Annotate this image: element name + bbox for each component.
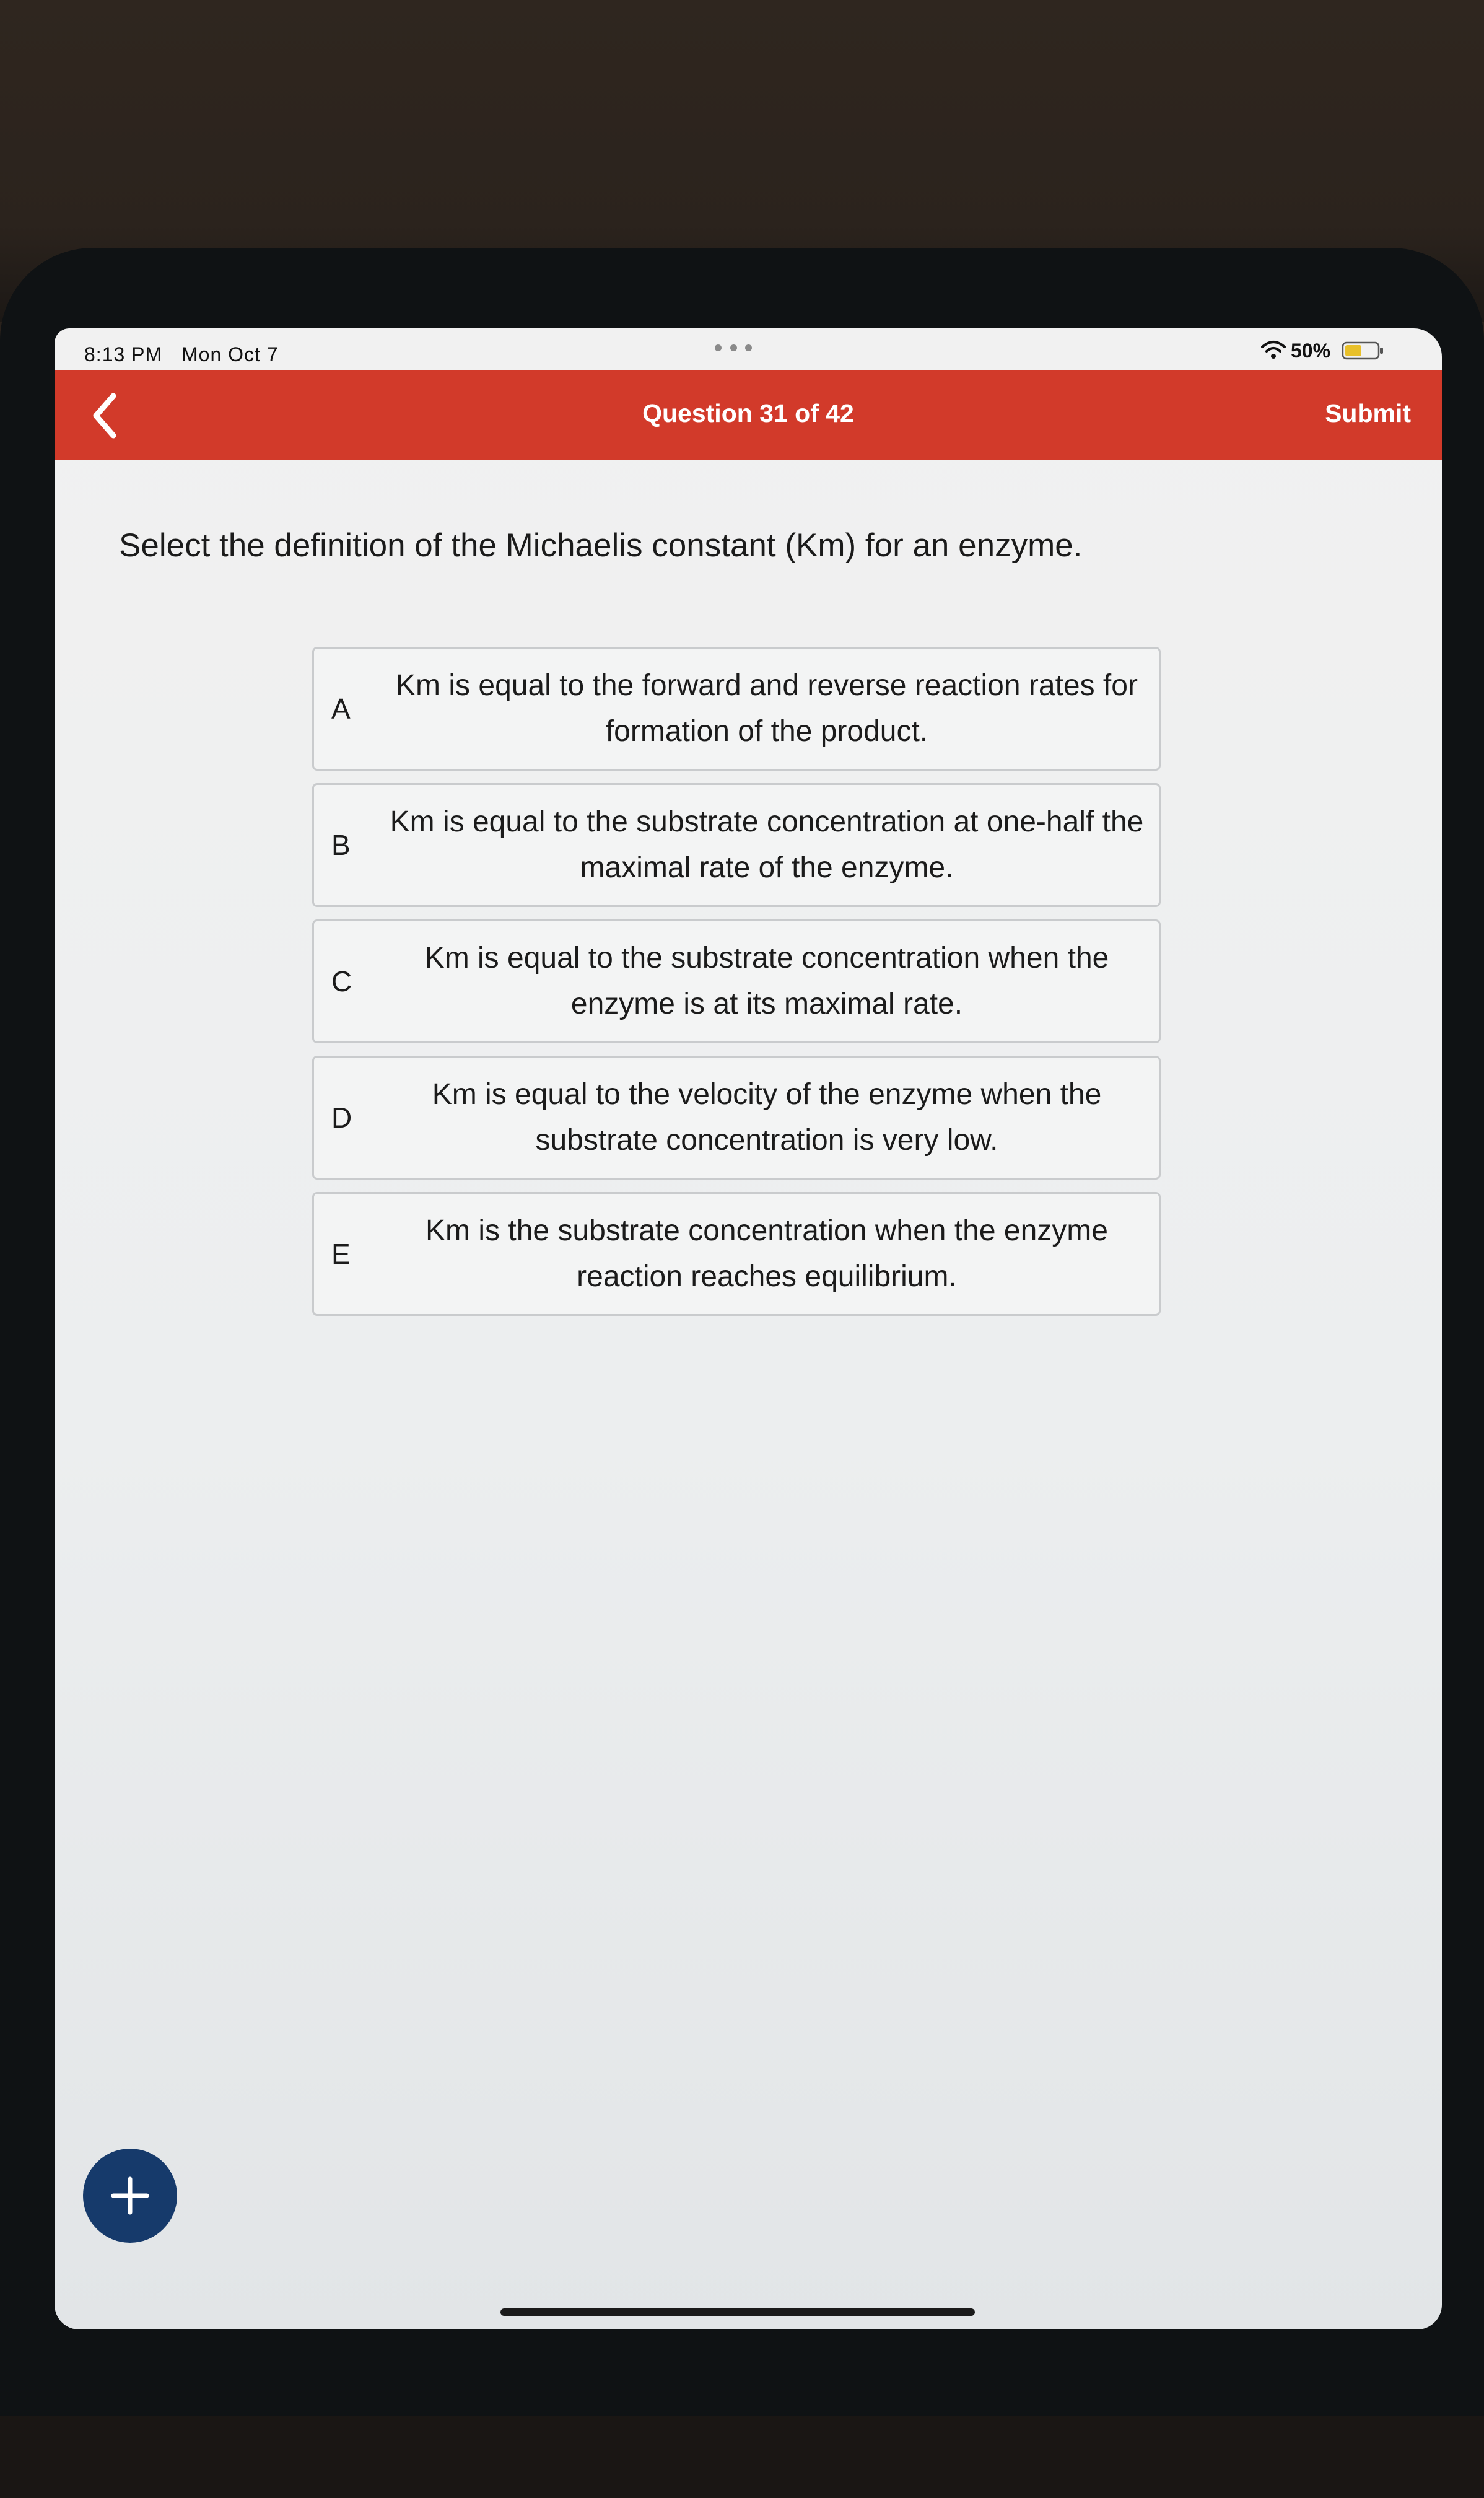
battery-percentage: 50%: [1291, 340, 1331, 362]
answer-choice-b[interactable]: [312, 783, 1161, 907]
answer-choice-e[interactable]: [312, 1192, 1161, 1316]
chevron-left-icon: [89, 391, 120, 440]
answer-choice-c[interactable]: [312, 919, 1161, 1043]
add-button[interactable]: [83, 2149, 177, 2243]
question-counter: Question 31 of 42: [642, 398, 854, 427]
choice-letter: C: [331, 965, 352, 997]
choice-letter: A: [331, 693, 351, 725]
wifi-icon: [1261, 340, 1286, 361]
choice-text: Km is equal to the substrate concentration when the enzyme is at its maximal rate.: [424, 942, 1109, 1020]
submit-button[interactable]: Submit: [1325, 398, 1411, 427]
status-date: Mon Oct 7: [181, 343, 279, 366]
question-header: [55, 370, 1442, 460]
choice-letter: B: [331, 829, 351, 861]
question-prompt: Select the definition of the Michaelis constant (Km) for an enzyme.: [119, 527, 1083, 564]
multitask-dots-icon[interactable]: [715, 344, 752, 352]
status-time: 8:13 PM: [84, 343, 163, 366]
back-button[interactable]: [79, 388, 129, 444]
choice-text: Km is equal to the forward and reverse reaction rates for formation of the product.: [396, 669, 1138, 748]
battery-icon: [1342, 341, 1385, 361]
choice-text: Km is equal to the substrate concentration at one-half the maximal rate of the enzyme.: [390, 805, 1144, 884]
answer-choice-d[interactable]: [312, 1056, 1161, 1180]
choice-letter: E: [331, 1238, 351, 1270]
choice-letter: D: [331, 1102, 352, 1134]
choice-text: Km is equal to the velocity of the enzyme when the substrate concentration is very low.: [432, 1078, 1102, 1157]
answer-choices: [312, 647, 1218, 1328]
plus-icon: [108, 2174, 152, 2217]
answer-choice-a[interactable]: [312, 647, 1161, 771]
status-bar: [55, 328, 1442, 373]
home-indicator[interactable]: [500, 2308, 975, 2316]
tablet-screen: [55, 328, 1442, 2329]
background-surface: [0, 2416, 1484, 2498]
choice-text: Km is the substrate concentration when the enzyme reaction reaches equilibrium.: [426, 1214, 1108, 1293]
